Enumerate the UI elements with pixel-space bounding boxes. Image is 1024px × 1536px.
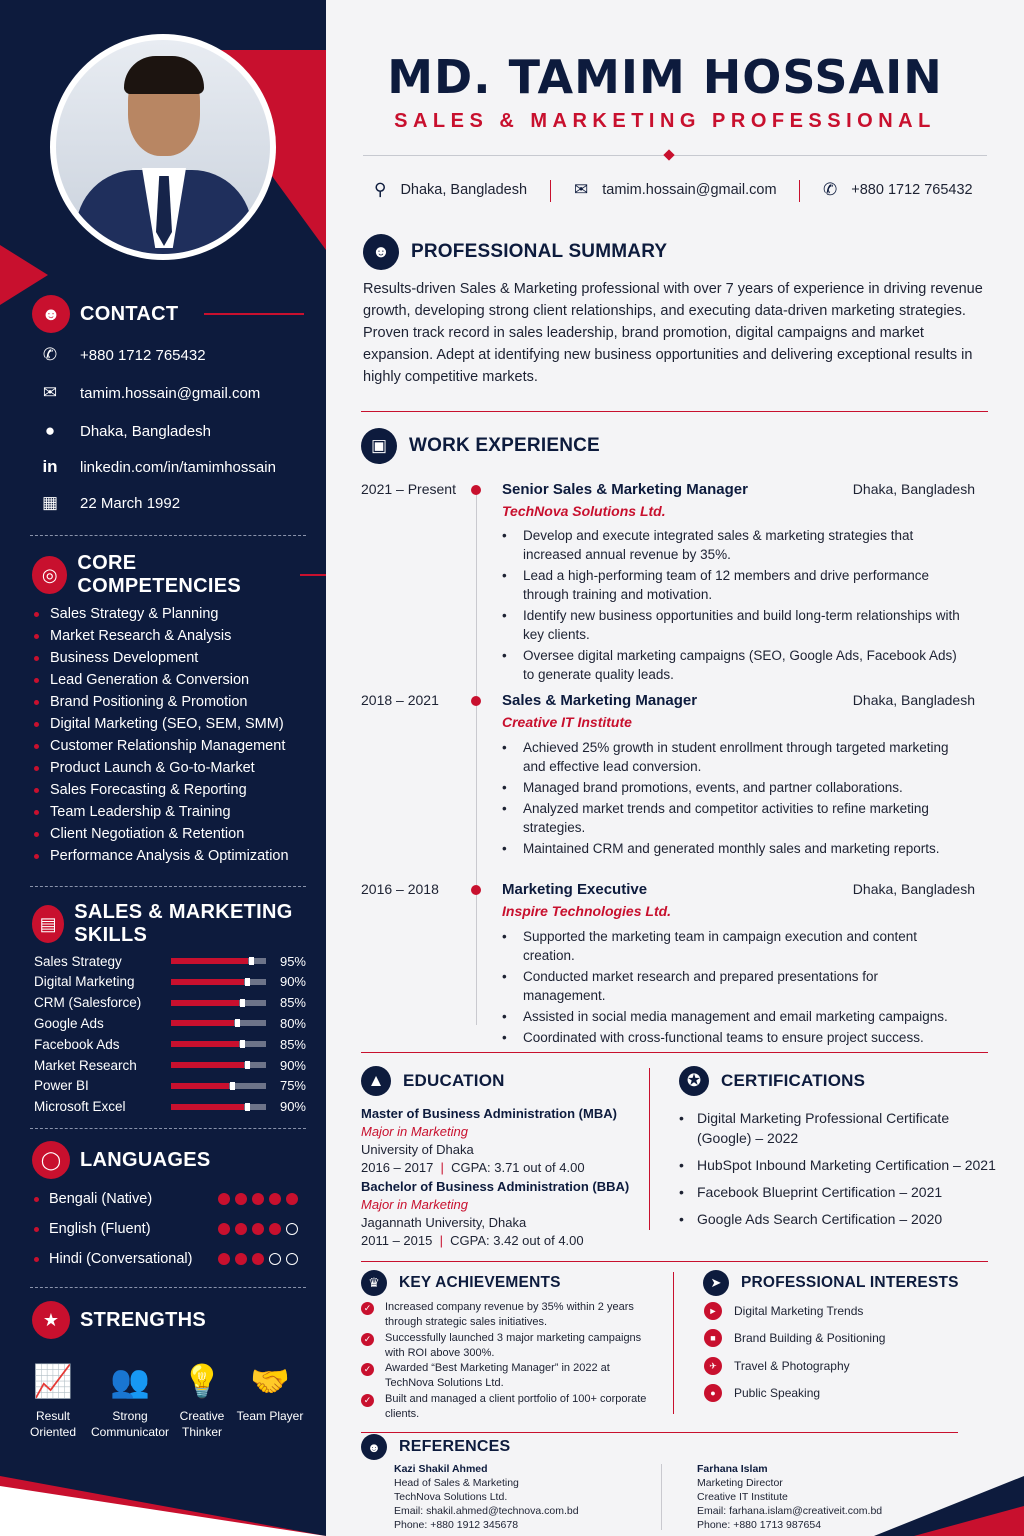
list-item: • Assisted in social media management and email marketing campaigns. — [502, 1007, 962, 1026]
profile-photo — [50, 34, 276, 260]
experience-heading: ▣ WORK EXPERIENCE — [361, 428, 600, 464]
reference-entry: Farhana Islam Marketing Director Creative IT Institute Email: farhana.islam@creativeit.com.bd Phone: +880 1713 987654 — [697, 1463, 883, 1531]
skill-row: CRM (Salesforce) 85% — [34, 995, 306, 1011]
interest-item: ► Digital Marketing Trends — [704, 1302, 863, 1320]
level-dot — [286, 1193, 298, 1205]
skill-bar-marker — [235, 1019, 240, 1027]
skill-bar — [171, 979, 266, 985]
list-item: ✓ Successfully launched 3 major marketing campaigns with ROI above 300%. — [361, 1331, 651, 1361]
divider — [361, 411, 988, 412]
list-item: • Develop and execute integrated sales & marketing strategies that increased annual revenue by 35%. — [502, 526, 962, 564]
divider — [673, 1272, 674, 1414]
mail-icon: ✉ — [574, 180, 589, 199]
list-item: Performance Analysis & Optimization — [34, 845, 289, 867]
check-icon: ✓ — [361, 1363, 374, 1376]
language-row: Bengali (Native) — [34, 1191, 298, 1207]
timeline-dot — [471, 885, 481, 895]
chart-growth-icon: 📈 — [33, 1363, 73, 1399]
proficiency-dots — [218, 1193, 298, 1205]
references-heading: ☻ REFERENCES — [361, 1434, 510, 1460]
list-item: • Conducted market research and prepared presentations for management. — [502, 967, 962, 1005]
achievements-heading: ♛ KEY ACHIEVEMENTS — [361, 1270, 561, 1296]
contact-heading: ☻ CONTACT — [32, 295, 304, 333]
interest-item: ● Public Speaking — [704, 1384, 820, 1402]
lightbulb-icon: 💡 — [182, 1363, 222, 1399]
certifications-list — [679, 1108, 999, 1236]
list-item: Product Launch & Go-to-Market — [34, 757, 289, 779]
phone-icon: ✆ — [823, 180, 838, 199]
level-dot — [235, 1193, 247, 1205]
level-dot — [252, 1193, 264, 1205]
strength-result-oriented: 📈 Result Oriented — [13, 1358, 93, 1440]
language-row: English (Fluent) — [34, 1221, 298, 1237]
contact-phone: ✆ +880 1712 765432 — [38, 345, 206, 365]
summary-text: Results-driven Sales & Marketing professional with over 7 years of experience in driving revenue growth, developing strong client relationships, and executing data-driven marketing strategies. Proven track record in sales leadership, brand promotion, digital campaigns and market expansion. Adept at identifying new business opportunities and delivering exceptional results in highly competitive markets. — [363, 281, 983, 385]
contact-email[interactable]: ✉ tamim.hossain@gmail.com — [38, 383, 260, 403]
languages-heading: ◯ LANGUAGES — [32, 1141, 210, 1179]
decorative-triangle — [0, 1486, 326, 1536]
certifications-heading: ✪ CERTIFICATIONS — [679, 1066, 865, 1096]
interest-item: ✈ Travel & Photography — [704, 1357, 850, 1375]
skill-bar — [171, 1104, 266, 1110]
list-item: • Identify new business opportunities and build long-term relationships with key clients. — [502, 606, 962, 644]
list-item: • Lead a high-performing team of 12 members and drive performance through training and motivation. — [502, 566, 962, 604]
skill-row: Microsoft Excel 90% — [34, 1099, 306, 1115]
skill-bar-marker — [240, 1040, 245, 1048]
check-icon: ✓ — [361, 1302, 374, 1315]
level-dot — [235, 1253, 247, 1265]
people-icon: 👥 — [110, 1363, 150, 1399]
list-item: • Supported the marketing team in campaign execution and content creation. — [502, 927, 962, 965]
skill-bar — [171, 1083, 266, 1089]
list-item: Team Leadership & Training — [34, 801, 289, 823]
skill-row: Digital Marketing 90% — [34, 974, 306, 990]
competencies-heading: ◎ CORE COMPETENCIES — [32, 552, 326, 598]
level-dot — [218, 1193, 230, 1205]
check-icon: ✓ — [361, 1394, 374, 1407]
reference-entry: Kazi Shakil Ahmed Head of Sales & Marketing TechNova Solutions Ltd. Email: shakil.ahmed@technova.com.bd Phone: +880 1912 345678 — [394, 1463, 579, 1531]
target-icon: ◎ — [32, 556, 67, 594]
skill-bar-fill — [171, 979, 244, 985]
handshake-icon: 🤝 — [250, 1363, 290, 1399]
award-icon: ✪ — [679, 1066, 709, 1096]
linkedin-icon: in — [42, 457, 58, 476]
strength-creative: 💡 Creative Thinker — [162, 1358, 242, 1440]
briefcase-icon: ▣ — [361, 428, 397, 464]
globe-icon: ◯ — [32, 1141, 70, 1179]
decorative-triangle — [914, 1506, 1024, 1536]
location-pin-icon: ● — [44, 421, 56, 440]
skill-bar — [171, 1041, 266, 1047]
list-item: • Facebook Blueprint Certification – 2021 — [679, 1182, 999, 1202]
skill-bar-fill — [171, 1104, 244, 1110]
competencies-list — [34, 603, 289, 867]
summary-heading: ☻ PROFESSIONAL SUMMARY — [363, 234, 667, 270]
list-item: ✓ Built and managed a client portfolio of 100+ corporate clients. — [361, 1392, 651, 1422]
timeline-dot — [471, 696, 481, 706]
divider — [361, 1261, 988, 1262]
list-item: Sales Strategy & Planning — [34, 603, 289, 625]
diamond-ornament — [663, 149, 674, 160]
level-dot — [286, 1253, 298, 1265]
phone-icon: ✆ — [42, 345, 58, 364]
user-icon: ☻ — [32, 295, 70, 333]
list-item: Client Negotiation & Retention — [34, 823, 289, 845]
level-dot — [269, 1253, 281, 1265]
skill-bar-marker — [245, 1103, 250, 1111]
list-item: Lead Generation & Conversion — [34, 669, 289, 691]
graduation-cap-icon: ▲ — [361, 1066, 391, 1096]
skill-bar-fill — [171, 1020, 234, 1026]
mail-icon: ✉ — [42, 383, 58, 402]
skill-row: Market Research 90% — [34, 1057, 306, 1073]
header-email[interactable]: ✉ tamim.hossain@gmail.com — [574, 180, 777, 199]
skill-bar-marker — [245, 1061, 250, 1069]
list-item: ✓ Awarded “Best Marketing Manager” in 2022 at TechNova Solutions Ltd. — [361, 1361, 651, 1391]
skill-bar-fill — [171, 1083, 229, 1089]
divider — [30, 886, 306, 887]
skill-bar-fill — [171, 1000, 239, 1006]
divider — [30, 535, 306, 536]
megaphone-icon: ► — [704, 1302, 722, 1320]
skill-bar-marker — [245, 978, 250, 986]
user-icon: ☻ — [361, 1434, 387, 1460]
strength-team-player: 🤝 Team Player — [230, 1358, 310, 1424]
skill-bar-fill — [171, 958, 248, 964]
list-item: Sales Forecasting & Reporting — [34, 779, 289, 801]
timeline-dot — [471, 485, 481, 495]
level-dot — [218, 1223, 230, 1235]
skill-row: Sales Strategy 95% — [34, 953, 306, 969]
candidate-role: SALES & MARKETING PROFESSIONAL — [394, 110, 936, 132]
skill-bar — [171, 1020, 266, 1026]
level-dot — [269, 1223, 281, 1235]
proficiency-dots — [218, 1223, 298, 1235]
divider — [361, 1432, 958, 1433]
main-content: MD. TAMIM HOSSAIN SALES & MARKETING PROFESSIONAL ⚲ Dhaka, Bangladesh ✉ tamim.hossain@gmail.com ✆ +880 1712 765432 ☻ PROFESSIONAL SUMMARY Results-driven Sales & Marketing professional with over 7 years of experience in driving revenue growth, developing strong client relationships, and executing data-driven marketing strategies. Proven track record in sales leadership, brand promotion, digital campaigns and market expansion. Adept at identifying new business opportunities and delivering exceptional results in highly competitive markets. ▣ WORK EXPERIENCE 2021 – Present Senior Sales & Marketing Manager Dhaka, Bangladesh TechNova Solutions Ltd. • Develop and execute integrated sales & marketing strategies that increased annual revenue by 35%. • Lead a high-performing team of 12 members and drive performance through training and motivation. • Identify new business opportunities and build long-term relationships with key clients. • Oversee digital marketing campaigns (SEO, Google Ads, Facebook Ads) to generate quality leads. 2018 – 2021 Sales & Marketing Manager Dhaka, Bangladesh Creative IT Institute • Achieved 25% growth in student enrollment through targeted marketing and effective lead conversion. • Managed brand promotions, events, and partner collaborations. • Analyzed market trends and competitor activities to refine marketing strategies. • Maintained CRM and generated monthly sales and marketing reports. 2016 – 2018 Marketing Executive Dhaka, Bangladesh Inspire Technologies Ltd. • Supported the marketing team in campaign execution and content creation. • Conducted market research and prepared presentations for management. • Assisted in social media management and email marketing campaigns. • Coordinated with cross-functional teams to ensure project success. ▲ EDUCATION Master of Business Administration (MBA) Major in Marketing University of Dhaka 2016 – 2017 | CGPA: 3.71 out of 4.00 Bachelor of Business Administration (BBA) Major in Marketing Jagannath University, Dhaka 2011 – 2015 | CGPA: 3.42 out of 4.00 ✪ CERTIFICATIONS • Digital Marketing Professional Certificate (Google) – 2022 • HubSpot Inbound Marketing Certification – 2021 • Facebook Blueprint Certification – 2021 • Google Ads Search Certification – 2020 ♛ KEY ACHIEVEMENTS ✓ Increased company revenue by 35% within 2 years through strategic sales initiatives. ✓ Successfully launched 3 major marketing campaigns with ROI above 300%. ✓ Awarded “Best Marketing Manager” in 2022 at TechNova Solutions Ltd. ✓ Built and managed a client portfolio of 100+ corporate clients. ➤ PROFESSIONAL INTERESTS ► Digital Marketing Trends ■ Brand Building & Positioning ✈ Travel & Photography ● Public Speaking ☻ REFERENCES Kazi Shakil Ahmed Head of Sales & Marketing TechNova Solutions Ltd. Email: shakil.ahmed@technova.com.bd Phone: +880 1912 345678 Farhana Islam Marketing Director Creative IT Institute Email: farhana.islam@creativeit.com.bd Phone: +880 1713 987654 — [326, 0, 1024, 1536]
divider — [363, 155, 987, 156]
divider — [30, 1287, 306, 1288]
skill-bar — [171, 958, 266, 964]
divider — [661, 1464, 662, 1530]
list-item: Brand Positioning & Promotion — [34, 691, 289, 713]
contact-dob: ▦ 22 March 1992 — [38, 493, 180, 513]
skill-bar — [171, 1000, 266, 1006]
level-dot — [286, 1223, 298, 1235]
skill-bar-fill — [171, 1062, 244, 1068]
skill-bar-marker — [249, 957, 254, 965]
proficiency-dots — [218, 1253, 298, 1265]
level-dot — [235, 1223, 247, 1235]
header-phone: ✆ +880 1712 765432 — [823, 180, 973, 199]
list-item: ✓ Increased company revenue by 35% within 2 years through strategic sales initiatives. — [361, 1300, 651, 1330]
skill-bar-marker — [230, 1082, 235, 1090]
education-entry: Master of Business Administration (MBA) Major in Marketing University of Dhaka 2016 – 2017 | CGPA: 3.71 out of 4.00 — [361, 1106, 617, 1175]
sidebar — [0, 0, 326, 1536]
list-item: Market Research & Analysis — [34, 625, 289, 647]
list-item: • Achieved 25% growth in student enrollment through targeted marketing and effective lead conversion. — [502, 738, 962, 776]
education-entry: Bachelor of Business Administration (BBA) Major in Marketing Jagannath University, Dhaka 2011 – 2015 | CGPA: 3.42 out of 4.00 — [361, 1179, 630, 1248]
list-item: Digital Marketing (SEO, SEM, SMM) — [34, 713, 289, 735]
list-item: Customer Relationship Management — [34, 735, 289, 757]
list-item: • Digital Marketing Professional Certificate (Google) – 2022 — [679, 1108, 999, 1148]
paper-plane-icon: ➤ — [703, 1270, 729, 1296]
skill-bar-fill — [171, 1041, 239, 1047]
star-icon: ★ — [32, 1301, 70, 1339]
list-item: • Google Ads Search Certification – 2020 — [679, 1209, 999, 1229]
achievements-list — [361, 1300, 651, 1422]
list-item: • Analyzed market trends and competitor activities to refine marketing strategies. — [502, 799, 962, 837]
skill-row: Facebook Ads 85% — [34, 1036, 306, 1052]
skill-row: Power BI 75% — [34, 1078, 306, 1094]
level-dot — [269, 1193, 281, 1205]
skill-row: Google Ads 80% — [34, 1015, 306, 1031]
plane-icon: ✈ — [704, 1357, 722, 1375]
interests-heading: ➤ PROFESSIONAL INTERESTS — [703, 1270, 959, 1296]
strength-communicator: 👥 Strong Communicator — [90, 1358, 170, 1440]
divider — [649, 1068, 650, 1230]
skill-bar-marker — [240, 999, 245, 1007]
skills-heading: ▤ SALES & MARKETING SKILLS — [32, 901, 326, 947]
user-icon: ☻ — [363, 234, 399, 270]
divider — [361, 1052, 988, 1053]
list-item: • HubSpot Inbound Marketing Certification – 2021 — [679, 1155, 999, 1175]
divider — [799, 180, 800, 202]
timeline-line — [476, 485, 477, 1025]
strengths-heading: ★ STRENGTHS — [32, 1301, 206, 1339]
list-item: Business Development — [34, 647, 289, 669]
check-icon: ✓ — [361, 1333, 374, 1346]
level-dot — [252, 1253, 264, 1265]
divider — [30, 1128, 306, 1129]
calendar-icon: ▦ — [41, 493, 59, 512]
candidate-name: MD. TAMIM HOSSAIN — [387, 50, 943, 104]
language-row: Hindi (Conversational) — [34, 1251, 298, 1267]
contact-linkedin[interactable]: in linkedin.com/in/tamimhossain — [38, 457, 276, 477]
location-pin-icon: ⚲ — [374, 180, 387, 199]
list-item: • Coordinated with cross-functional teams to ensure project success. — [502, 1028, 962, 1047]
skill-bar — [171, 1062, 266, 1068]
building-icon: ■ — [704, 1329, 722, 1347]
bar-chart-icon: ▤ — [32, 905, 64, 943]
education-heading: ▲ EDUCATION — [361, 1066, 505, 1096]
list-item: • Oversee digital marketing campaigns (SEO, Google Ads, Facebook Ads) to generate quality leads. — [502, 646, 962, 684]
divider — [550, 180, 551, 202]
trophy-icon: ♛ — [361, 1270, 387, 1296]
list-item: • Maintained CRM and generated monthly sales and marketing reports. — [502, 839, 962, 858]
microphone-icon: ● — [704, 1384, 722, 1402]
interest-item: ■ Brand Building & Positioning — [704, 1329, 885, 1347]
contact-location: ● Dhaka, Bangladesh — [38, 421, 211, 441]
header-location: ⚲ Dhaka, Bangladesh — [374, 180, 528, 199]
level-dot — [252, 1223, 264, 1235]
level-dot — [218, 1253, 230, 1265]
list-item: • Managed brand promotions, events, and partner collaborations. — [502, 778, 962, 797]
